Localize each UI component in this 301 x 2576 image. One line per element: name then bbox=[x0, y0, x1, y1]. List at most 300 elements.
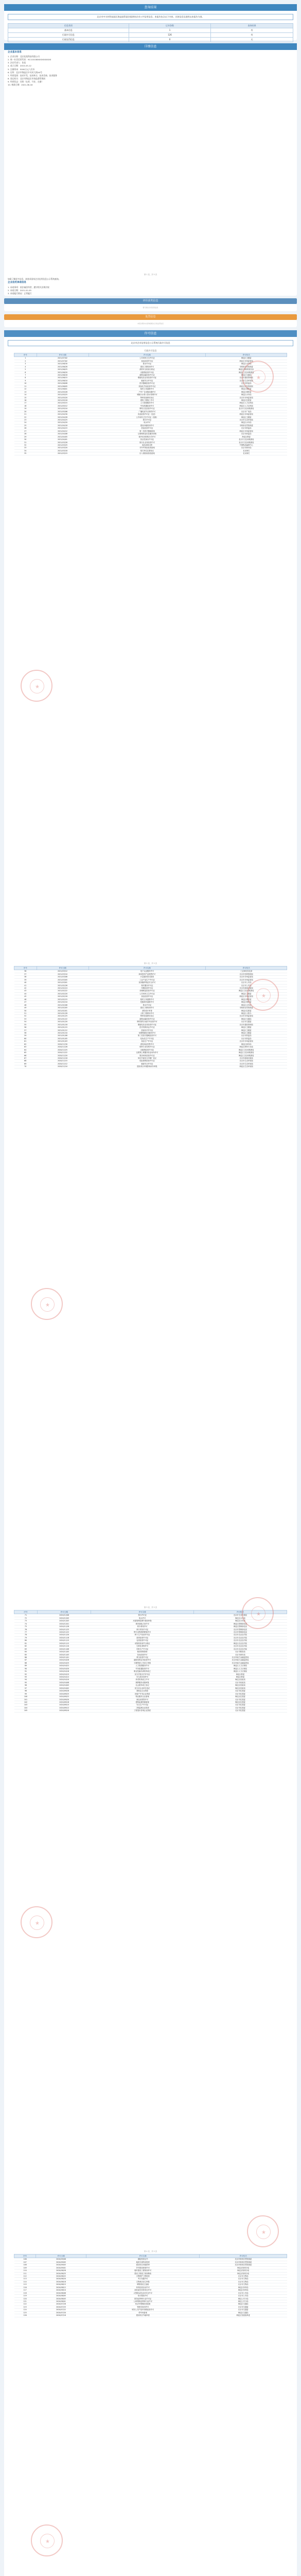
permit-cell: 2020/12/30 bbox=[37, 1043, 88, 1045]
permit-cell: 北京市民政局 bbox=[193, 1681, 287, 1684]
permit-cell: 海淀区水务局 bbox=[206, 394, 287, 396]
page-number: 第 2 页，共 5 页 bbox=[144, 962, 157, 965]
permit-cell: 北京市农业农村局 bbox=[193, 1639, 287, 1642]
summary-result: 有 bbox=[211, 33, 293, 38]
permit-cell: 北京市规划自然资源委 bbox=[200, 2264, 287, 2266]
permit-cell: 2021/04/01 bbox=[37, 438, 88, 441]
permit-cell: 67 bbox=[14, 1057, 37, 1059]
permit-cell: 城镇污水排入排水管网许可 bbox=[88, 394, 206, 396]
permit-cell: 北京市生态环境局 bbox=[206, 419, 287, 421]
permit-cell: 出入境检验检疫备案 bbox=[88, 452, 206, 455]
permit-cell: 北京市公安局 bbox=[206, 981, 287, 984]
permit-cell: 4 bbox=[14, 365, 37, 368]
permit-cell: 28 bbox=[14, 433, 37, 435]
permit-cell: 2021/06/01 bbox=[37, 388, 88, 391]
permit-cell: 北京市生态环境局 bbox=[193, 1614, 287, 1617]
permit-cell: 海淀区教委 bbox=[193, 1673, 287, 1675]
permit-header: 许可日期 bbox=[37, 353, 88, 357]
permit-cell: 计量器具型式批准 bbox=[88, 976, 206, 978]
permit-cell: 户外广告设施设置许可 bbox=[88, 391, 206, 393]
permit-cell: 保安服务许可证 bbox=[88, 984, 206, 987]
permit-cell: 安全生产许可证 bbox=[91, 1704, 193, 1706]
permit-cell: 海淀区规划分局 bbox=[200, 2266, 287, 2269]
permit-cell: 公共场所卫生许可证（延续） bbox=[88, 416, 206, 418]
permit-cell: 87 bbox=[14, 1659, 38, 1662]
permit-cell: 网络文化经营许可证 bbox=[88, 408, 206, 410]
permit-cell: 35 bbox=[14, 452, 37, 455]
permit-cell: 烟草专卖零售许可证 bbox=[88, 1046, 206, 1048]
permit-cell: 82 bbox=[14, 1645, 38, 1648]
permit-cell: 海淀区城管委 bbox=[206, 391, 287, 393]
permit-cell: 海淀区卫健委 bbox=[206, 992, 287, 995]
permit-cell: 8 bbox=[14, 377, 37, 379]
permit-block bbox=[4, 1610, 297, 2254]
permit-cell: 2020/09/12 bbox=[37, 1706, 91, 1709]
permit-cell: 83 bbox=[14, 1648, 38, 1650]
permit-cell: 33 bbox=[14, 447, 37, 449]
permit-cell: 49 bbox=[14, 1007, 37, 1009]
permit-cell: 北京市住建委 bbox=[193, 1690, 287, 1692]
permit-cell: 北京海关 bbox=[206, 449, 287, 452]
detail-line: 2. 统一社会信用代码：91110108XXXXXXXXXX bbox=[8, 58, 51, 61]
permit-cell: 55 bbox=[14, 1023, 37, 1026]
permit-cell: 电子认证服务许可 bbox=[88, 970, 206, 973]
permit-cell: 2021/03/18 bbox=[37, 449, 88, 452]
permit-cell: 2020/08/18 bbox=[36, 2280, 86, 2283]
permit-cell: 2020/11/05 bbox=[37, 1651, 91, 1653]
permit-cell: 酒类商品零售许可 bbox=[88, 1043, 206, 1045]
permit-cell: 2020/07/28 bbox=[36, 2303, 86, 2306]
permit-cell: 36 bbox=[14, 970, 37, 973]
permit-cell: 2021/06/25 bbox=[37, 368, 88, 371]
permit-cell: 2021/03/12 bbox=[37, 970, 88, 973]
permit-cell: 海淀区农业农村局 bbox=[193, 1642, 287, 1645]
permit-row bbox=[14, 1065, 287, 1068]
permit-header: 许可日期 bbox=[37, 1611, 91, 1614]
permit-cell: 文物商店设立审批 bbox=[86, 2280, 199, 2283]
permit-cell: 2021/01/20 bbox=[37, 1021, 88, 1023]
permit-cell: 拍卖经营许可 bbox=[91, 1653, 193, 1656]
detail-line: 10. 核准日期：2021-06-18 bbox=[8, 83, 33, 87]
detail-line: 7. 经营范围：技术开发、技术转让、技术咨询、技术服务 bbox=[8, 74, 57, 77]
permit-cell: 消防安全检查合格证 bbox=[88, 368, 206, 371]
permit-cell: 海淀区人力社保局 bbox=[206, 404, 287, 407]
permit-cell: 2021/06/10 bbox=[37, 379, 88, 382]
permit-cell: 2021/06/18 bbox=[37, 374, 88, 377]
permit-cell: 2021/02/08 bbox=[37, 1004, 88, 1006]
permit-cell: 报关单位注册登记 bbox=[88, 449, 206, 452]
permit-cell: 124 bbox=[14, 2309, 36, 2311]
permit-cell: 18 bbox=[14, 404, 37, 407]
credit-line: 1. 承诺事项：依法诚信经营，遵守相关法律法规 bbox=[8, 285, 49, 289]
permit-cell: 旅馆业特种行业许可证 bbox=[86, 2297, 199, 2300]
permit-cell: 2020/08/28 bbox=[36, 2269, 86, 2272]
permit-cell: 2020/10/05 bbox=[37, 1684, 91, 1687]
summary-result: 无 bbox=[211, 38, 293, 42]
permit-cell: 取水许可 bbox=[88, 421, 206, 424]
permit-cell: 海淀区水务局 bbox=[193, 1620, 287, 1622]
permit-cell: 食品经营许可证（变更） bbox=[88, 413, 206, 416]
permit-cell: 药品经营许可证 bbox=[88, 427, 206, 430]
permit-cell: 海淀区规划分局 bbox=[200, 2269, 287, 2272]
permit-cell: 80 bbox=[14, 1639, 38, 1642]
permit-cell: 民办学校办学许可证 bbox=[91, 1673, 193, 1675]
permit-table bbox=[14, 353, 287, 455]
permit-cell: 北京市住建委 bbox=[193, 1706, 287, 1709]
permit-cell: 海淀区应急管理局 bbox=[206, 385, 287, 387]
permit-cell: 海淀区规划分局 bbox=[200, 2272, 287, 2275]
permit-cell: 2021/01/15 bbox=[37, 1026, 88, 1029]
permit-cell: 北京市生态环境局 bbox=[206, 1060, 287, 1062]
permit-cell: 56 bbox=[14, 1026, 37, 1029]
permit-cell: 2021/07/02 bbox=[37, 360, 88, 362]
permit-cell: 海淀区水务局 bbox=[206, 421, 287, 424]
permit-cell: 人力资源服务许可 bbox=[91, 1665, 193, 1667]
permit-cell: 音像制品经营许可证 bbox=[88, 990, 206, 992]
permit-cell: 119 bbox=[14, 2295, 36, 2297]
permit-cell: 医疗器械经营许可证 bbox=[88, 382, 206, 385]
permit-cell: 2020/09/01 bbox=[36, 2266, 86, 2269]
permit-cell: 2020/11/22 bbox=[37, 1631, 91, 1634]
permit-cell: 2021/04/12 bbox=[37, 430, 88, 432]
permit-cell: 2020/10/10 bbox=[37, 1679, 91, 1681]
permit-cell: 北京市商务局 bbox=[193, 1653, 287, 1656]
permit-cell: 危险化学品经营许可证 bbox=[88, 385, 206, 387]
permit-block bbox=[4, 353, 297, 966]
permit-cell: 100 bbox=[14, 1696, 38, 1698]
permit-cell: 中国物品编码中心 bbox=[206, 444, 287, 446]
permit-cell: 58 bbox=[14, 1032, 37, 1035]
permit-cell: 2020/12/28 bbox=[37, 1046, 88, 1048]
permit-cell: 取水许可 bbox=[91, 1617, 193, 1619]
permit-cell: 海淀区城管委 bbox=[206, 1001, 287, 1004]
permit-cell: 2020/12/25 bbox=[37, 1048, 88, 1051]
permit-cell: 2021/03/05 bbox=[37, 978, 88, 981]
summary-table bbox=[8, 23, 293, 42]
permit-cell: 海淀区卫健委 bbox=[206, 1032, 287, 1035]
permit-cell: 公共场所卫生许可证 bbox=[88, 992, 206, 995]
permit-header-row bbox=[14, 967, 287, 970]
permit-cell: 北京市广电局 bbox=[206, 410, 287, 413]
permit-cell: 41 bbox=[14, 984, 37, 987]
summary-header: 记录条数 bbox=[129, 24, 211, 28]
permit-cell: 73 bbox=[14, 1620, 38, 1622]
summary-count: 126 bbox=[129, 33, 211, 38]
permit-cell: 印刷经营许可证 bbox=[88, 987, 206, 990]
detail-line: 4. 成立日期：2015-03-12 bbox=[8, 64, 31, 67]
permit-cell: 海淀区交通局 bbox=[200, 2303, 287, 2306]
permit-cell: 食品经营许可证 bbox=[88, 995, 206, 998]
permit-cell: 2021/03/15 bbox=[37, 452, 88, 455]
details-lines bbox=[4, 55, 297, 86]
permit-cell: 互联网上网服务营业场所许可 bbox=[88, 1052, 206, 1054]
permit-cell: 2021/01/12 bbox=[37, 1029, 88, 1031]
permit-cell: 2021/02/05 bbox=[37, 1007, 88, 1009]
permit-cell: 北京市住建委 bbox=[193, 1704, 287, 1706]
permit-cell: 31 bbox=[14, 441, 37, 444]
permit-cell: 海淀区市场监管局 bbox=[206, 995, 287, 998]
permit-cell: 建筑起重机械备案 bbox=[91, 1701, 193, 1703]
permit-cell: 高危险性体育项目许可 bbox=[86, 2289, 199, 2292]
permit-cell: 北京市地方金融监管局 bbox=[193, 1662, 287, 1664]
permit-cell: 69 bbox=[14, 1062, 37, 1065]
permit-cell: 工程监理企业资质 bbox=[91, 1706, 193, 1709]
permit-cell: 2021/02/01 bbox=[37, 1009, 88, 1012]
permit-cell: 北京市文化和旅游局 bbox=[206, 438, 287, 441]
permit-cell: 2020/12/12 bbox=[37, 1062, 88, 1065]
permit-cell: 57 bbox=[14, 1029, 37, 1031]
permit-header: 许可机关 bbox=[193, 1611, 287, 1614]
permit-cell: 2021/06/28 bbox=[37, 365, 88, 368]
permit-cell: 辐射安全许可证 bbox=[88, 379, 206, 382]
detail-line: 3. 法定代表人：张某 bbox=[8, 61, 26, 64]
permit-cell: 26 bbox=[14, 427, 37, 430]
permit-cell: 海淀区交通局 bbox=[200, 2311, 287, 2314]
permit-cell: 商品条码注册 bbox=[88, 444, 206, 446]
permit-cell: 2020/11/08 bbox=[37, 1648, 91, 1650]
permit-cell: 北京市文物局 bbox=[200, 2280, 287, 2283]
permit-cell: 2020/10/15 bbox=[37, 1673, 91, 1675]
permit-cell: 北京市文化和旅游局 bbox=[206, 441, 287, 444]
penalty-note: 本报告期内未查询到相关行政处罚信息 bbox=[137, 323, 164, 325]
permit-cell: 北京市农业农村局 bbox=[193, 1648, 287, 1650]
permit-header-row bbox=[14, 1611, 287, 1614]
permit-cell: 社会团体成立登记 bbox=[91, 1684, 193, 1687]
permit-cell: 幼儿园办园许可 bbox=[91, 1676, 193, 1679]
permit-cell: 海淀区烟草专卖局 bbox=[206, 1046, 287, 1048]
summary-category: 行政处罚信息 bbox=[8, 38, 129, 42]
seal-star-icon: ★ bbox=[35, 684, 40, 690]
seal-star-icon: ★ bbox=[45, 2539, 50, 2545]
permit-cell: 2021/01/22 bbox=[37, 1018, 88, 1020]
permit-cell: 海淀区市场监管局 bbox=[206, 413, 287, 416]
permit-cell: 海淀区商务局 bbox=[206, 1043, 287, 1045]
permit-cell: 养老机构设立许可 bbox=[91, 1679, 193, 1681]
permit-cell: 39 bbox=[14, 978, 37, 981]
permit-cell: 特种设备使用登记 bbox=[88, 1015, 206, 1018]
permit-cell: 77 bbox=[14, 1631, 38, 1634]
permit-cell: 海淀区体育局 bbox=[200, 2289, 287, 2292]
details-title: 详细信息 bbox=[4, 43, 297, 50]
permit-cell: 对外贸易经营者备案 bbox=[88, 447, 206, 449]
permit-cell: 文物保护工程资质 bbox=[86, 2275, 199, 2278]
permit-cell: 71 bbox=[14, 1614, 38, 1617]
permit-cell: 2020/11/15 bbox=[37, 1639, 91, 1642]
permit-cell: 2021/02/26 bbox=[37, 984, 88, 987]
permit-cell: 商品房预售许可 bbox=[91, 1698, 193, 1701]
permit-cell: 出版物经营许可证 bbox=[88, 371, 206, 374]
permit-cell: 2021/04/05 bbox=[37, 435, 88, 438]
permit-cell: 98 bbox=[14, 1690, 38, 1692]
permit-cell: 11 bbox=[14, 385, 37, 387]
permit-cell: 2020/08/03 bbox=[36, 2297, 86, 2300]
permit-cell: 12 bbox=[14, 388, 37, 391]
permit-cell: 北京市公安局 bbox=[200, 2292, 287, 2294]
permit-cell: 网络预约出租汽车经营许可 bbox=[88, 1021, 206, 1023]
permit-cell: 2020/12/10 bbox=[37, 1065, 88, 1068]
credit-line: 2. 承诺日期：2021-01-05 bbox=[8, 289, 31, 292]
permit-cell: 道路运输经营许可证 bbox=[88, 1018, 206, 1020]
permit-cell: 母婴保健技术服务许可 bbox=[88, 1032, 206, 1035]
permit-cell: 118 bbox=[14, 2292, 36, 2294]
permit-cell: 37 bbox=[14, 973, 37, 975]
permit-cell: 108 bbox=[14, 2264, 36, 2266]
permit-cell: 2020/10/02 bbox=[37, 1687, 91, 1689]
permit-cell: 旅行社业务经营许可 bbox=[88, 441, 206, 444]
permit-cell: 海淀区教委 bbox=[193, 1676, 287, 1679]
permit-table bbox=[14, 2254, 287, 2317]
permit-cell: 北京市公安局 bbox=[206, 984, 287, 987]
permit-cell: 放射诊疗许可证 bbox=[88, 1029, 206, 1031]
detail-line: 6. 住所：北京市海淀区中关村大街XX号 bbox=[8, 71, 42, 74]
permit-cell: 29 bbox=[14, 435, 37, 438]
permit-cell: 互联网药品信息服务资格 bbox=[88, 433, 206, 435]
permit-cell: 54 bbox=[14, 1021, 37, 1023]
permit-header: 许可名称 bbox=[86, 2255, 199, 2258]
permit-cell: 建设用地规划许可 bbox=[88, 424, 206, 427]
permit-cell: 107 bbox=[14, 2261, 36, 2263]
permit-cell: 120 bbox=[14, 2297, 36, 2300]
permit-cell: 63 bbox=[14, 1046, 37, 1048]
permit-cell: 考古发掘许可 bbox=[86, 2278, 199, 2280]
permit-cell: 北京市市场监管局 bbox=[206, 978, 287, 981]
permit-cell: 2020/07/25 bbox=[36, 2306, 86, 2308]
permit-cell: 2020/12/05 bbox=[37, 1617, 91, 1619]
permit-cell: 126 bbox=[14, 2314, 36, 2317]
permit-cell: 2021/04/25 bbox=[37, 419, 88, 421]
permit-cell: 北京市密码管理局 bbox=[206, 973, 287, 975]
permit-cell: 临时占用道路许可 bbox=[88, 998, 206, 1001]
permit-cell: 海淀区生态环境局 bbox=[206, 1065, 287, 1068]
permit-cell: 北京市商务局 bbox=[206, 447, 287, 449]
permit-cell: 海淀区体育局 bbox=[200, 2286, 287, 2289]
permit-cell: 91 bbox=[14, 1670, 38, 1673]
permit-cell: 103 bbox=[14, 1704, 38, 1706]
permit-cell: 2021/02/18 bbox=[37, 995, 88, 998]
permits-card bbox=[4, 330, 297, 2576]
permit-cell: 94 bbox=[14, 1679, 38, 1681]
summary-count: 0 bbox=[129, 38, 211, 42]
seal-star-icon: ★ bbox=[256, 375, 261, 381]
permit-cell: 89 bbox=[14, 1665, 38, 1667]
detail-line: 8. 登记机关：北京市海淀区市场监督管理局 bbox=[8, 77, 46, 80]
permit-cell: 42 bbox=[14, 987, 37, 990]
permit-cell: 22 bbox=[14, 416, 37, 418]
permit-cell: 排污许可证 bbox=[91, 1614, 193, 1617]
permit-cell: 北京市住建委 bbox=[193, 1709, 287, 1712]
permit-row bbox=[14, 452, 287, 455]
permit-header: 许可机关 bbox=[206, 967, 287, 970]
permit-header-row bbox=[14, 2255, 287, 2258]
permit-cell: 79 bbox=[14, 1636, 38, 1639]
permit-cell: 13 bbox=[14, 391, 37, 393]
permit-cell: 北京市规划自然资源委 bbox=[200, 2261, 287, 2263]
permit-cell: 2021/06/30 bbox=[37, 363, 88, 365]
permit-cell: 建筑业企业资质 bbox=[91, 1690, 193, 1692]
permit-cell: 树木移伐许可 bbox=[91, 1625, 193, 1628]
permit-cell: 95 bbox=[14, 1681, 38, 1684]
permit-cell: 32 bbox=[14, 444, 37, 446]
permit-cell: 劳务派遣经营许可 bbox=[88, 404, 206, 407]
permit-cell: 焰火燃放许可 bbox=[86, 2295, 199, 2297]
permit-cell: 45 bbox=[14, 995, 37, 998]
permit-cell: 64 bbox=[14, 1048, 37, 1051]
permit-row bbox=[14, 1709, 287, 1712]
permit-cell: 职业技能培训机构设立 bbox=[91, 1670, 193, 1673]
permit-cell: 75 bbox=[14, 1625, 38, 1628]
permit-cell: 博物馆设立备案 bbox=[86, 2283, 199, 2286]
seal-star-icon: ★ bbox=[261, 993, 266, 999]
permit-cell: 59 bbox=[14, 1035, 37, 1037]
permit-cell: 建筑工程施工许可 bbox=[88, 399, 206, 401]
permit-cell: 殡葬服务设施审批 bbox=[91, 1681, 193, 1684]
permit-cell: 广播电视节目制作许可 bbox=[88, 410, 206, 413]
permit-cell: 挖掘城市道路许可 bbox=[88, 1001, 206, 1004]
permit-cell: 建设工程竣工规划核验 bbox=[86, 2272, 199, 2275]
permit-cell: 40 bbox=[14, 981, 37, 984]
permit-cell: 2021/01/05 bbox=[37, 1037, 88, 1040]
permit-cell: 21 bbox=[14, 413, 37, 416]
award-banner: 评价获奖信息 bbox=[4, 298, 297, 304]
details-label: 企业基本信息 bbox=[8, 51, 22, 54]
permit-cell: 2021/05/20 bbox=[37, 396, 88, 399]
summary-row bbox=[8, 33, 293, 38]
permit-cell: 52 bbox=[14, 1015, 37, 1018]
permit-header: 许可日期 bbox=[36, 2255, 86, 2258]
permit-cell: 2021/05/25 bbox=[37, 394, 88, 396]
permit-cell: 海淀区城管委 bbox=[206, 998, 287, 1001]
permit-cell: 2021/01/28 bbox=[37, 1012, 88, 1014]
permit-cell: 北京市通信管理局 bbox=[206, 377, 287, 379]
permit-cell: 7 bbox=[14, 374, 37, 377]
permit-cell: 海淀区水务局 bbox=[193, 1617, 287, 1619]
permit-cell: 海淀区卫健委 bbox=[206, 1026, 287, 1029]
permit-cell: 43 bbox=[14, 990, 37, 992]
permit-header-row bbox=[14, 353, 287, 357]
permit-cell: 14 bbox=[14, 394, 37, 396]
permit-cell: 2021/07/02 bbox=[37, 357, 88, 360]
permit-header: 许可名称 bbox=[88, 353, 206, 357]
permit-cell: 2020/07/22 bbox=[36, 2309, 86, 2311]
permit-cell: 2021/02/15 bbox=[37, 998, 88, 1001]
permit-cell: 2021/03/25 bbox=[37, 444, 88, 446]
permit-cell: 102 bbox=[14, 1701, 38, 1703]
permit-cell: 2020/11/01 bbox=[37, 1656, 91, 1658]
permit-cell: 2020/08/10 bbox=[36, 2289, 86, 2292]
permit-cell: 海淀区消防救援支队 bbox=[206, 368, 287, 371]
permit-cell: 2021/04/15 bbox=[37, 427, 88, 430]
summary-category: 行政许可信息 bbox=[8, 33, 129, 38]
permit-cell: 化妆品生产许可证 bbox=[88, 1037, 206, 1040]
permit-cell: 海淀区教委 bbox=[206, 435, 287, 438]
permit-cell: 排污许可证 bbox=[88, 419, 206, 421]
permit-cell: 建设工程规划许可 bbox=[88, 1007, 206, 1009]
permit-cell: 2021/05/15 bbox=[37, 402, 88, 404]
permit-cell: 海淀区城管委 bbox=[206, 388, 287, 391]
permit-cell: 北京市通信管理局 bbox=[206, 1023, 287, 1026]
permit-cell: 农药经营许可证 bbox=[91, 1639, 193, 1642]
permit-cell: 15 bbox=[14, 396, 37, 399]
permit-cell: 海淀区交通局 bbox=[206, 374, 287, 377]
permit-cell: 增值电信业务经营许可证 bbox=[88, 377, 206, 379]
permit-cell: 2021/04/28 bbox=[37, 416, 88, 418]
permit-cell: 2021/06/08 bbox=[37, 382, 88, 385]
permit-cell: 19 bbox=[14, 408, 37, 410]
permit-cell: 食品生产许可证 bbox=[88, 1040, 206, 1043]
permit-cell: 北京市粮食局 bbox=[193, 1651, 287, 1653]
permit-cell: 海淀公安分局 bbox=[200, 2300, 287, 2302]
permit-cell: 建设工程规划许可 bbox=[88, 365, 206, 368]
